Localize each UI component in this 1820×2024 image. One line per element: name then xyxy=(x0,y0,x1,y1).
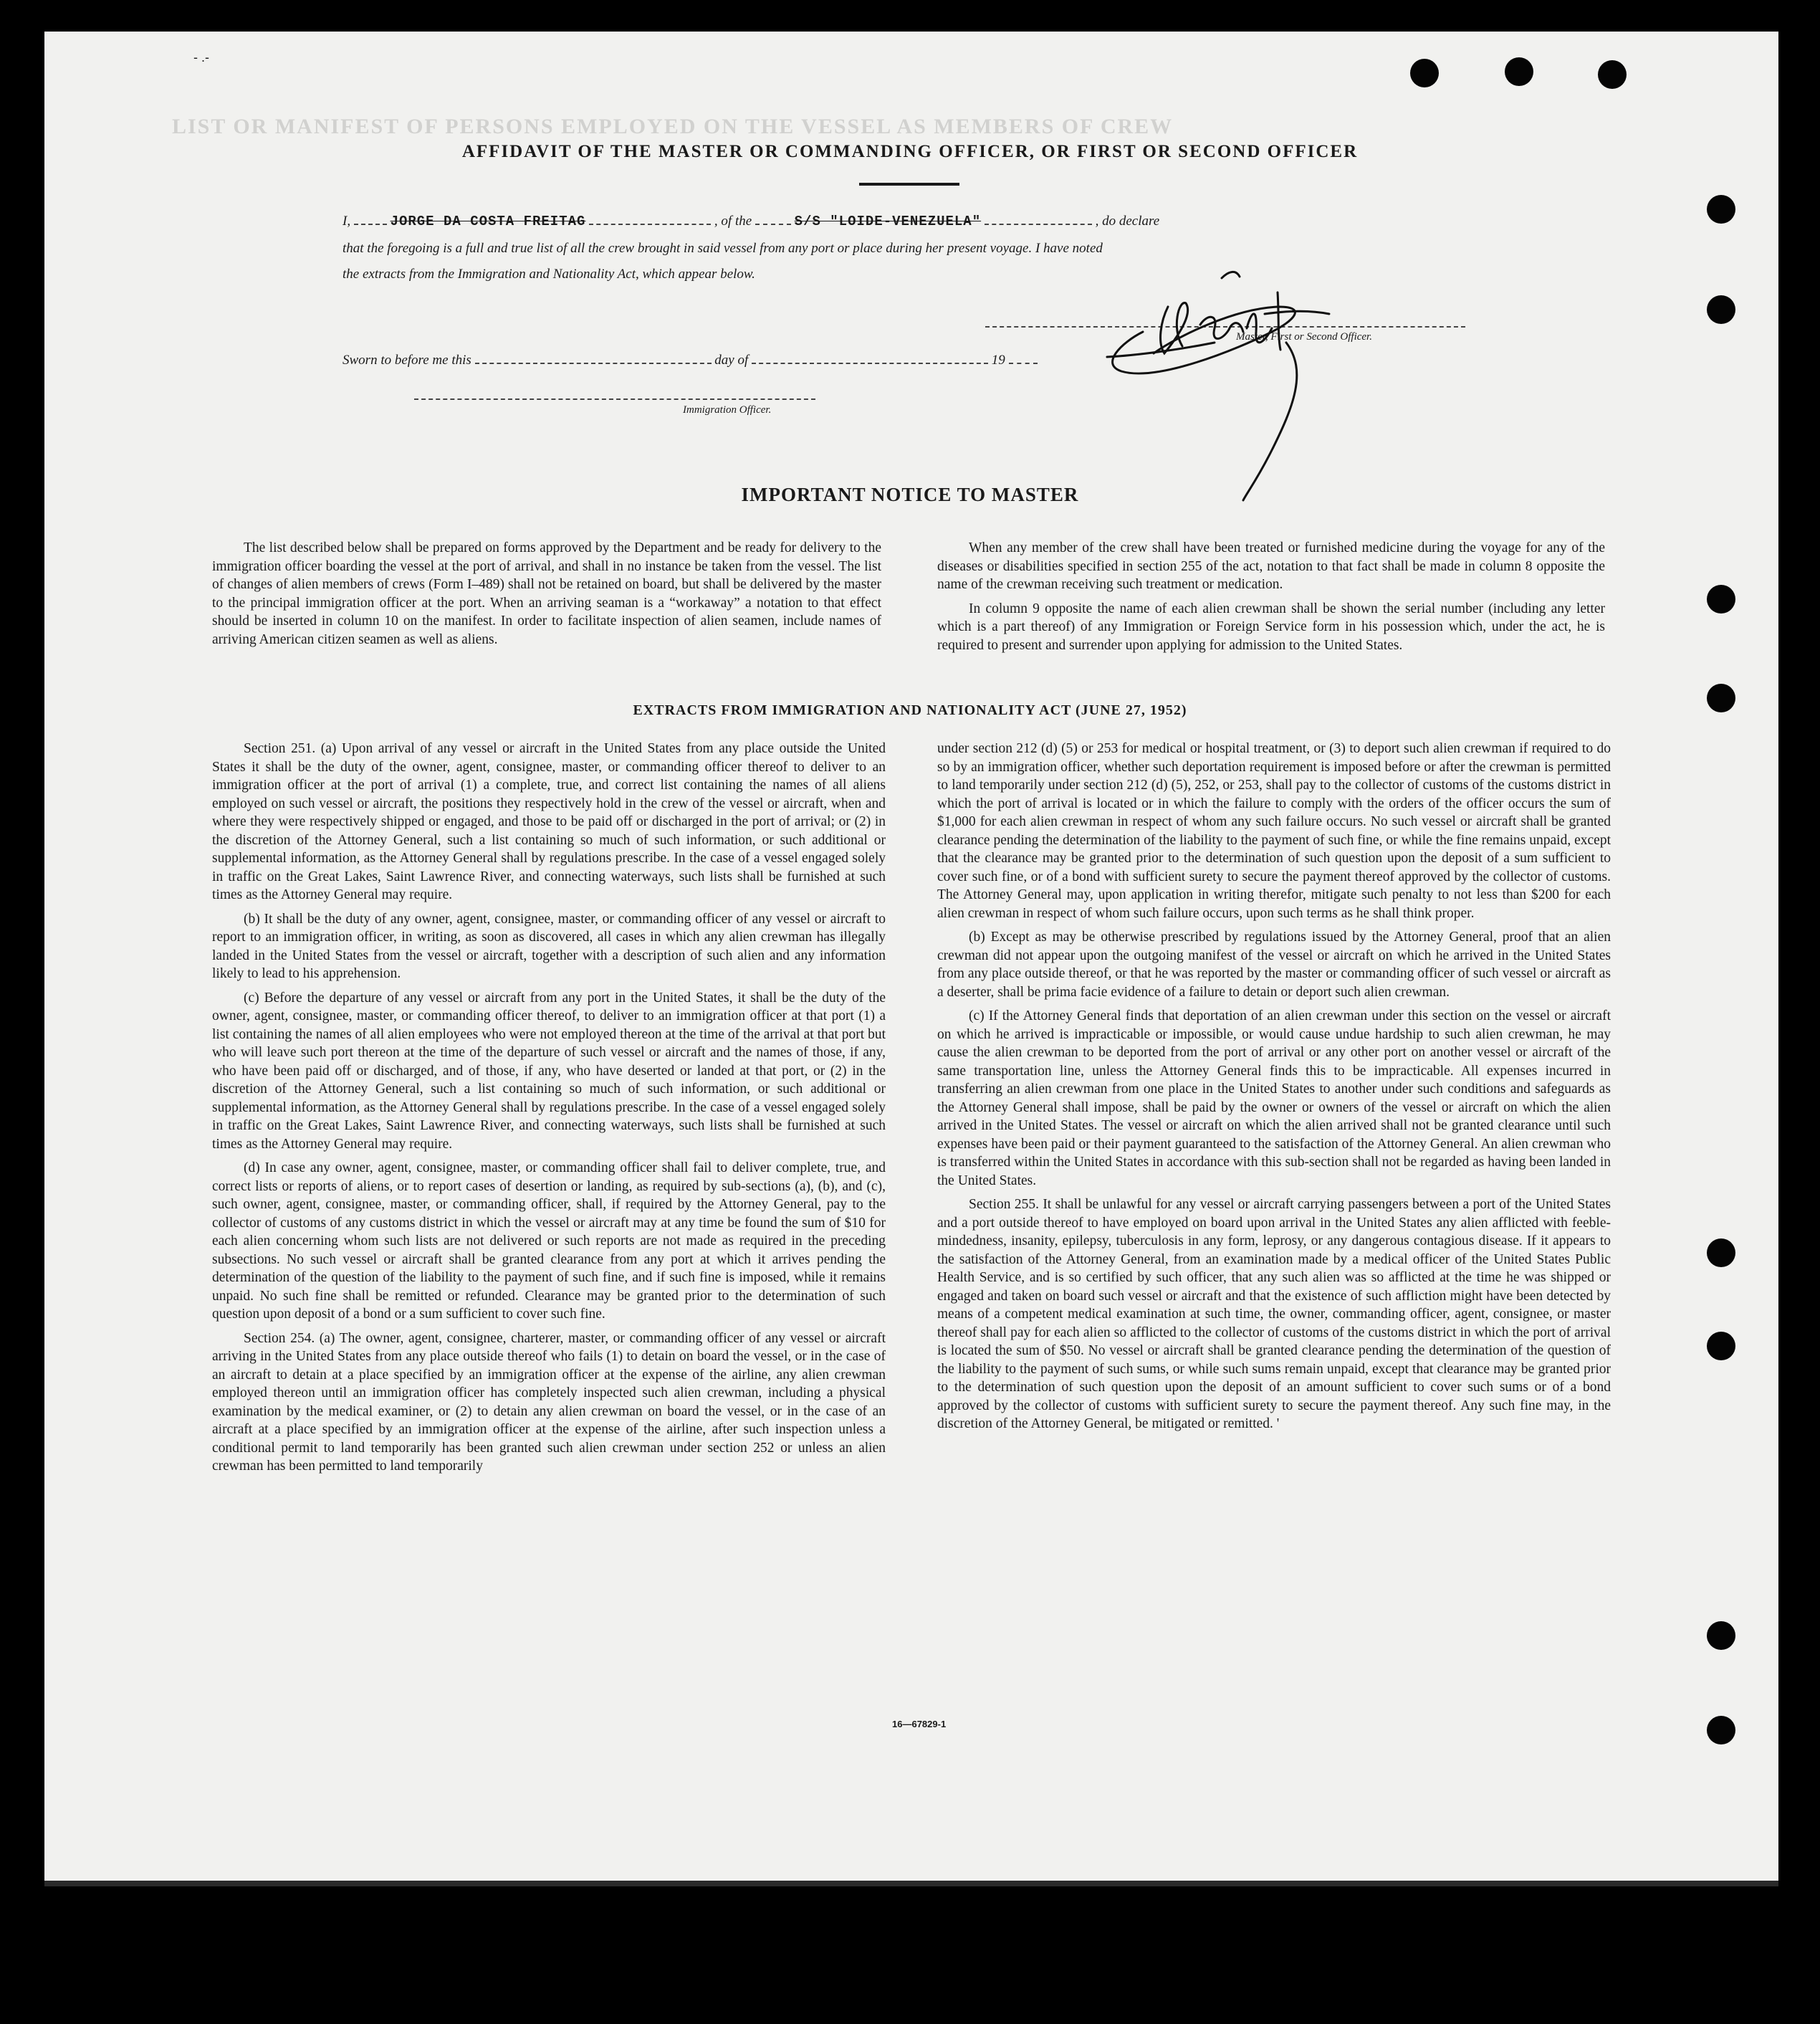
title-underline xyxy=(859,183,959,186)
extracts-left-column xyxy=(212,740,886,1481)
affidavit-title: AFFIDAVIT OF THE MASTER OR COMMANDING OFFICER, OR FIRST OR SECOND OFFICER xyxy=(461,142,1359,161)
extract-paragraph: under section 212 (d) (5) or 253 for medical or hospital treatment, or (3) to deport such alien crewman if required to do so by an immigration officer, whether such deportation requirement is imposed before or after the crewman is permitted to land temporarily under section 212 (d) (5), 252, or 253, shall pay to the collector of customs of the customs district in which the port of arrival is located or in which the failure to comply with the orders of the officer occurs the sum of $1,000 for each alien crewman in respect of whom any such failure occurs. No such vessel or aircraft shall be granted clearance pending the determination of the liability to the payment of such fine, or while the fine remains unpaid, except that the clearance may be granted prior to the determination of such question upon the deposit of a sum sufficient to cover such fine, or of a bond with sufficient surety to secure the payment thereof approved by the collector of customs. The Attorney General may, upon application in writing therefor, mitigate such penalty to not less than $200 for each alien crewman in respect of whom such failure occurs, upon such terms as he shall think proper. xyxy=(937,741,1611,921)
handwritten-signature xyxy=(1093,264,1408,507)
notice-left-column xyxy=(212,539,881,654)
punch-hole xyxy=(1707,195,1735,224)
bleed-through-title: LIST OR MANIFEST OF PERSONS EMPLOYED ON THE VESSEL AS MEMBERS OF CREW xyxy=(172,115,1174,138)
dotted-leader xyxy=(475,363,712,364)
page-edge xyxy=(44,1881,1778,1886)
dotted-leader xyxy=(354,224,387,225)
day-of-label: day of xyxy=(714,353,749,368)
notice-title: IMPORTANT NOTICE TO MASTER xyxy=(741,484,1079,505)
declaration-line-2: that the foregoing is a full and true list of all the crew brought in said vessel from any port or place during her present voyage. I have noted xyxy=(343,241,1103,256)
declaration-line-3: the extracts from the Immigration and Nationality Act, which appear below. xyxy=(343,267,755,282)
punch-hole xyxy=(1707,1238,1735,1267)
punch-hole xyxy=(1707,1621,1735,1650)
decl-prefix: I, xyxy=(343,214,351,229)
punch-hole xyxy=(1707,1716,1735,1744)
extract-paragraph: Section 255. It shall be unlawful for any vessel or aircraft carrying passengers between a port of the United States and a port outside thereof to have employed on board upon arrival in the United States any alien afflicted with feeble-mindedness, insanity, epilepsy, tuberculosis in any form, leprosy, or any dangerous contagious disease. If it appears to the satisfaction of the Attorney General, from an examination made by a medical officer of the United States Public Health Service, and is so certified by such officer, that any such alien was so afflicted at the time he was shipped or engaged and taken on board such vessel or aircraft and that the existence of such affliction might have been detected by means of a competent medical examination at such time, the owner, commanding officer, agent, consignee, or master thereof shall pay for each alien so afflicted to the collector of customs of the customs district in which the port of arrival is located the sum of $50. No vessel or aircraft shall be granted clearance pending the determination of the question of the liability to the payment of such sums, or while such sums remain unpaid, except that clearance may be granted prior to the determination of such question upon the deposit of an amount sufficient to cover such sums or of a bond approved by the collector of customs with sufficient surety to secure the payment thereof. Any such fine may, in the discretion of the Attorney General, be mitigated or remitted. ' xyxy=(937,1197,1611,1431)
form-code: 16—67829-1 xyxy=(892,1719,947,1729)
punch-hole xyxy=(1707,295,1735,324)
punch-hole xyxy=(1707,1332,1735,1360)
punch-hole xyxy=(1598,60,1627,89)
corner-mark: - .- xyxy=(193,50,209,65)
sworn-line xyxy=(343,353,1467,368)
officer-signature-line xyxy=(414,398,815,400)
extract-paragraph: (d) In case any owner, agent, consignee, master, or commanding officer shall fail to deliver complete, true, and correct lists or reports of aliens, or to report cases of desertion or landing, as required by sub-sections (a), (b), and (c), such owner, agent, consignee, master, or commanding officer, shall, if required by the Attorney General, pay to the collector of customs of any customs district in which the vessel or aircraft may at any time be found the sum of $10 for each alien concerning whom such lists are not delivered or such reports are not made as required in the preceding subsections. No such vessel or aircraft shall be granted clearance from any port at which it arrives pending the determination of the question of the liability to the payment of such fine, and if such fine is imposed, while it remains unpaid. No such fine shall be remitted or refunded. Clearance may be granted prior to the determination of such question upon deposit of a bond or a sum sufficient to cover such fine. xyxy=(212,1160,886,1322)
year-prefix: 19 xyxy=(991,353,1005,368)
punch-hole xyxy=(1707,585,1735,614)
extract-paragraph: (b) Except as may be otherwise prescribed by regulations issued by the Attorney General, proof that an alien crewman did not appear upon the outgoing manifest of the vessel or aircraft on which he arrived in the United States from any place outside thereof, or that he was reported by the master or commanding officer of such vessel or aircraft as a deserter, shall be prima facie evidence of a failure to detain or deport such alien crewman. xyxy=(937,930,1611,1000)
declaration-line-1 xyxy=(343,214,1467,229)
notice-paragraph: When any member of the crew shall have been treated or furnished medicine during the voyage for any of the diseases or disabilities specified in section 255 of the act, notation to that fact shall be made in column 8 opposite the name of the crewman receiving such treatment or medication. xyxy=(937,540,1605,592)
vessel-name: S/S "LOIDE-VENEZUELA" xyxy=(794,214,982,229)
punch-hole xyxy=(1410,59,1439,87)
dotted-leader xyxy=(755,224,791,225)
extracts-right-column xyxy=(937,740,1611,1439)
dotted-leader xyxy=(985,224,1092,225)
notice-paragraph: In column 9 opposite the name of each alien crewman shall be shown the serial number (including any letter which is a part thereof) of any Immigration or Foreign Service form in his possession which, under the act, he is required to present and surrender upon applying for admission to the United States. xyxy=(937,601,1605,653)
notice-right-column xyxy=(937,539,1605,660)
extract-paragraph: Section 254. (a) The owner, agent, consignee, charterer, master, or commanding officer of any vessel or aircraft arriving in the United States from any place outside thereof who fails (1) to detain on board the vessel, or in the case of an aircraft to detain at a place specified by an immigration officer at the expense of the airline, any alien crewman employed thereon until an immigration officer has completely inspected such alien crewman, including a physical examination by the medical examiner, or (2) to detain any alien crewman on board the vessel, or in the case of an aircraft at a place specified by an immigration officer at the expense of the airline, after such inspection unless a conditional permit to land temporarily has been granted such alien crewman under section 252 or unless an alien crewman has been permitted to land temporarily xyxy=(212,1330,886,1474)
signature-caption: Master, First or Second Officer. xyxy=(1236,331,1372,343)
extract-paragraph: (b) It shall be the duty of any owner, agent, consignee, master, or commanding officer of any vessel or aircraft to report to an immigration officer, in writing, as soon as discovered, all cases in which any alien crewman has illegally landed in the United States from the vessel or aircraft, together with a description of such alien and any information likely to lead to his apprehension. xyxy=(212,911,886,981)
extract-paragraph: Section 251. (a) Upon arrival of any vessel or aircraft in the United States from any place outside the United States it shall be the duty of the owner, agent, consignee, master, or commanding officer thereof to deliver to an immigration officer at the port of arrival (1) a complete, true, and correct list containing the names of all aliens employed on such vessel or aircraft, the positions they respectively hold in the crew of the vessel or aircraft, when and where they were respectively shipped or engaged, and those to be paid off or discharged in the port of arrival; or (2) in the discretion of the Attorney General, such a list containing so much of such information, or such additional or supplemental information, as the Attorney General shall by regulations prescribe. In the case of a vessel engaged solely in traffic on the Great Lakes, Saint Lawrence River, and connecting waterways, such lists shall be furnished at such times as the Attorney General may require. xyxy=(212,741,886,902)
extracts-title: EXTRACTS FROM IMMIGRATION AND NATIONALITY ACT (JUNE 27, 1952) xyxy=(633,702,1187,718)
decl-of-the: , of the xyxy=(714,214,752,229)
master-name: JORGE DA COSTA FREITAG xyxy=(390,214,586,229)
extract-paragraph: (c) Before the departure of any vessel or aircraft from any port in the United States, it shall be the duty of the owner, agent, consignee, master, or commanding officer thereof, to deliver to an immigration officer at that port (1) a list containing the names of all alien employees who were not employed thereon at the time of the arrival at that port but who will leave such port thereon at the time of the departure of such vessel or aircraft and the names of those, if any, who have been paid off or discharged, and of those, if any, who have deserted or landed at that port, or (2) in the discretion of the Attorney General, such a list containing so much of such information, or such additional or supplemental information, as the Attorney General shall by regulations prescribe. In the case of a vessel engaged solely in traffic on the Great Lakes, Saint Lawrence River, and connecting waterways, such lists shall be furnished at such times as the Attorney General may require. xyxy=(212,990,886,1152)
dotted-leader xyxy=(1009,363,1038,364)
notice-paragraph: The list described below shall be prepared on forms approved by the Department and be ready for delivery to the immigration officer boarding the vessel at the port of arrival, and shall in no instance be taken from the vessel. The list of changes of alien members of crews (Form I–489) shall not be retained on board, but shall be delivered by the master to the principal immigration officer at the port. When an arriving seaman is a “workaway” a notation to that effect should be inserted in column 10 on the manifest. In order to facilitate inspection of alien seamen, include names of arriving American citizen seamen as well as aliens. xyxy=(212,540,881,647)
dotted-leader xyxy=(589,224,711,225)
dotted-leader xyxy=(752,363,988,364)
sworn-label: Sworn to before me this xyxy=(343,353,471,368)
immigration-officer-caption: Immigration Officer. xyxy=(683,404,772,416)
punch-hole xyxy=(1505,57,1533,86)
decl-do-declare: , do declare xyxy=(1095,214,1160,229)
extract-paragraph: (c) If the Attorney General finds that deportation of an alien crewman under this section on the vessel or aircraft on which he arrived is impracticable or impossible, or would cause undue hardship to such alien crewman, he may cause the alien crewman to be deported from the port of arrival or any other port on another vessel or aircraft of the same transportation line, unless the Attorney General finds this to be impracticable. All expenses incurred in transferring an alien crewman from one place in the United States to another under such conditions and safeguards as the Attorney General shall impose, shall be paid by the owner or owners of the vessel or aircraft on which the alien arrived in the United States. The vessel or aircraft on which the alien arrived shall not be granted clearance until such expenses have been paid or their payment guaranteed to the satisfaction of the Attorney General. An alien crewman who is transferred within the United States in accordance with this sub-section shall not be regarded as having been landed in the United States. xyxy=(937,1008,1611,1188)
